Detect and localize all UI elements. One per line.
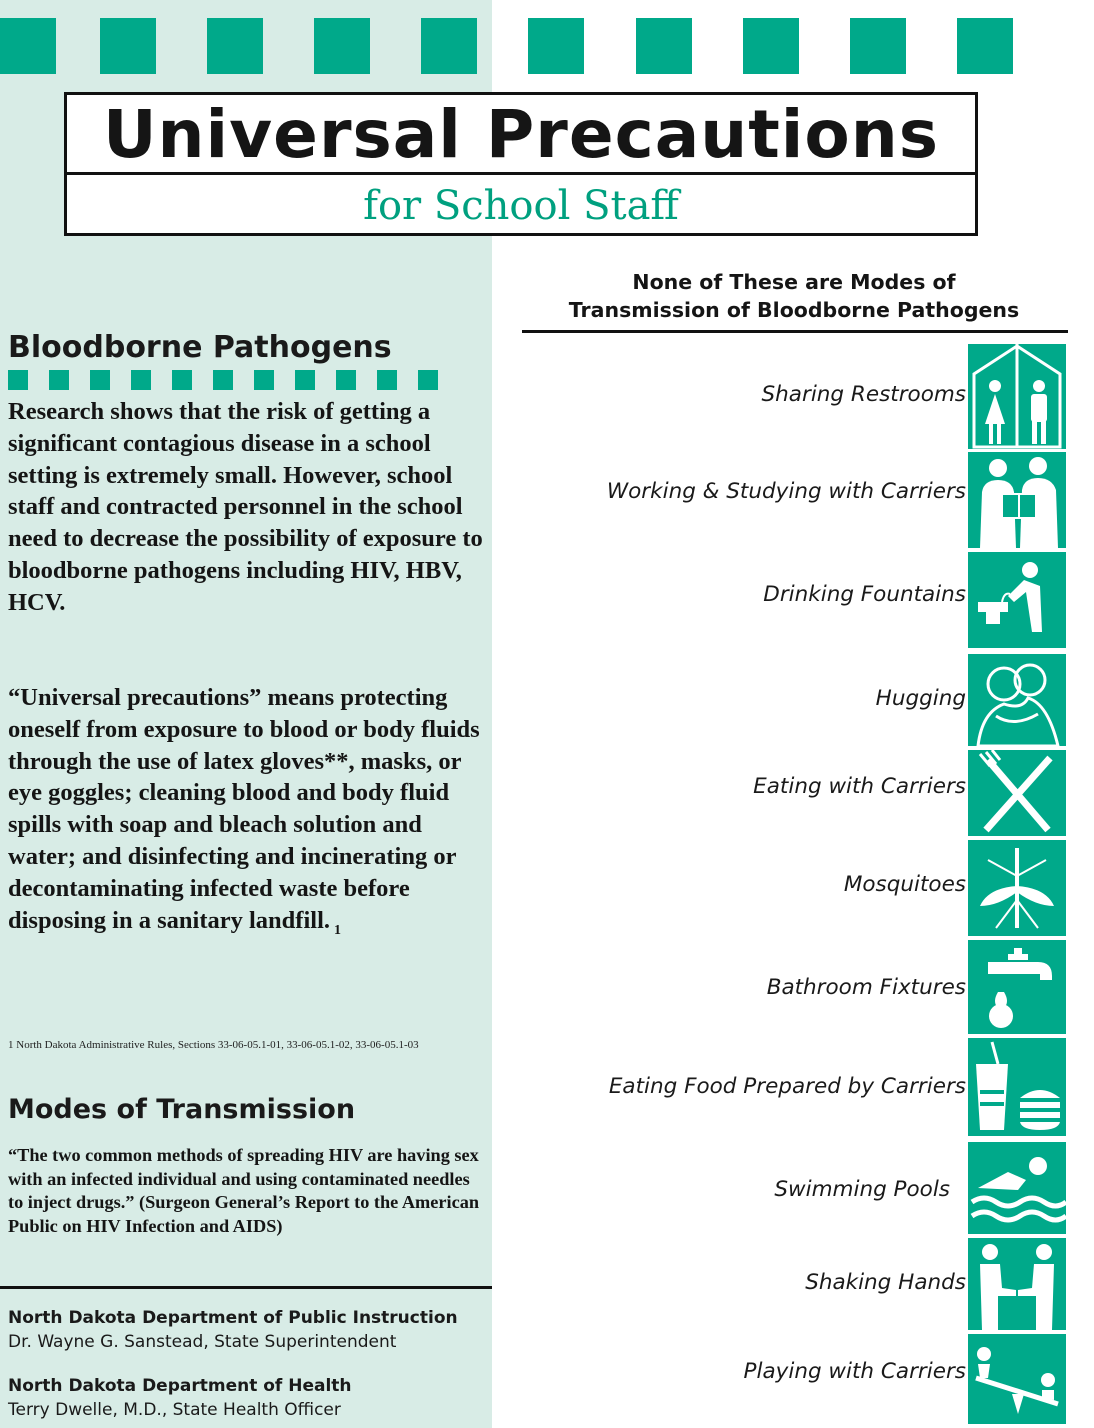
studying-icon [968, 452, 1066, 548]
hugging-icon [968, 654, 1066, 746]
decorative-square [172, 370, 192, 390]
mode-label-restrooms: Sharing Restrooms [761, 382, 966, 407]
org-name: North Dakota Department of Health [8, 1376, 352, 1396]
divider [522, 330, 1068, 333]
modes-quote: “The two common methods of spreading HIV are having sex with an infected individual and using contaminated needles to inject drugs.” (Surgeon General’s Report to the American Public on HIV Infection and AIDS) [8, 1145, 480, 1236]
decorative-square [528, 18, 584, 74]
swimmer-icon [968, 1142, 1066, 1234]
decorative-square [336, 370, 356, 390]
not-modes-heading [522, 268, 1066, 324]
decorative-square [254, 370, 274, 390]
org-person: Dr. Wayne G. Sanstead, State Superintendent [8, 1332, 397, 1352]
org-person: Terry Dwelle, M.D., State Health Officer [8, 1400, 341, 1420]
mode-label-fixtures: Bathroom Fixtures [766, 975, 966, 1000]
mode-label-pools: Swimming Pools [774, 1177, 950, 1202]
bloodborne-heading: Bloodborne Pathogens [8, 330, 392, 365]
decorative-squares-row [0, 18, 1094, 74]
decorative-square [207, 18, 263, 74]
not-modes-heading-line1: None of These are Modes of [632, 270, 956, 294]
org-name: North Dakota Department of Public Instruction [8, 1308, 458, 1328]
drinking-fountain-icon [968, 552, 1066, 648]
footnote-marker: 1 [334, 922, 342, 938]
decorative-square [295, 370, 315, 390]
handshake-icon [968, 1238, 1066, 1330]
decorative-square [957, 18, 1013, 74]
bloodborne-paragraph-2 [8, 682, 488, 946]
universal-precautions-definition: “Universal precautions” means protecting oneself from exposure to blood or body fluids through the use of latex gloves**, masks, or eye goggles; cleaning blood and body fluid spills with soap and bleach solution and water; and disinfecting and incinerating or decontaminating infected waste before disposing in a sanitary landfill. [8, 684, 480, 934]
seesaw-icon [968, 1334, 1066, 1424]
decorative-square [213, 370, 233, 390]
decorative-square [418, 370, 438, 390]
footnote: 1 North Dakota Administrative Rules, Sections 33-06-05.1-01, 33-06-05.1-02, 33-06-05.1-03 [8, 1039, 419, 1051]
decorative-square [49, 370, 69, 390]
org-block-dpi [8, 1306, 458, 1354]
decorative-square [377, 370, 397, 390]
restroom-icon [968, 344, 1066, 449]
page-title: Universal Precautions [67, 95, 975, 175]
decorative-square [131, 370, 151, 390]
mode-label-studying: Working & Studying with Carriers [606, 479, 966, 504]
decorative-square [8, 370, 28, 390]
mode-label-playing: Playing with Carriers [743, 1359, 966, 1384]
mode-label-food: Eating Food Prepared by Carriers [608, 1074, 966, 1099]
decorative-square [314, 18, 370, 74]
mode-label-eating: Eating with Carriers [753, 774, 966, 799]
fork-knife-icon [968, 750, 1066, 836]
page-subtitle: for School Staff [363, 183, 679, 229]
mode-label-handshake: Shaking Hands [805, 1270, 966, 1295]
mode-label-mosquitoes: Mosquitoes [843, 872, 966, 897]
title-box [64, 92, 978, 236]
not-modes-heading-line2: Transmission of Bloodborne Pathogens [568, 298, 1020, 322]
org-block-health [8, 1374, 352, 1422]
decorative-square [90, 370, 110, 390]
bloodborne-paragraph-1: Research shows that the risk of getting a significant contagious disease in a school setting is extremely small. However, school staff and contracted personnel in the school need to decrease the possibility of exposure to bloodborne pathogens including HIV, HBV, HCV. [8, 398, 483, 616]
divider [0, 1286, 492, 1289]
mode-label-hugging: Hugging [875, 686, 966, 711]
mosquito-icon [968, 840, 1066, 936]
decorative-square [743, 18, 799, 74]
mode-label-fountains: Drinking Fountains [763, 582, 966, 607]
decorative-square [0, 18, 56, 74]
decorative-square [100, 18, 156, 74]
decorative-square [421, 18, 477, 74]
food-icon [968, 1038, 1066, 1136]
modes-heading: Modes of Transmission [8, 1094, 356, 1125]
heading-squares [8, 370, 438, 390]
decorative-square [850, 18, 906, 74]
decorative-square [636, 18, 692, 74]
faucet-icon [968, 940, 1066, 1034]
